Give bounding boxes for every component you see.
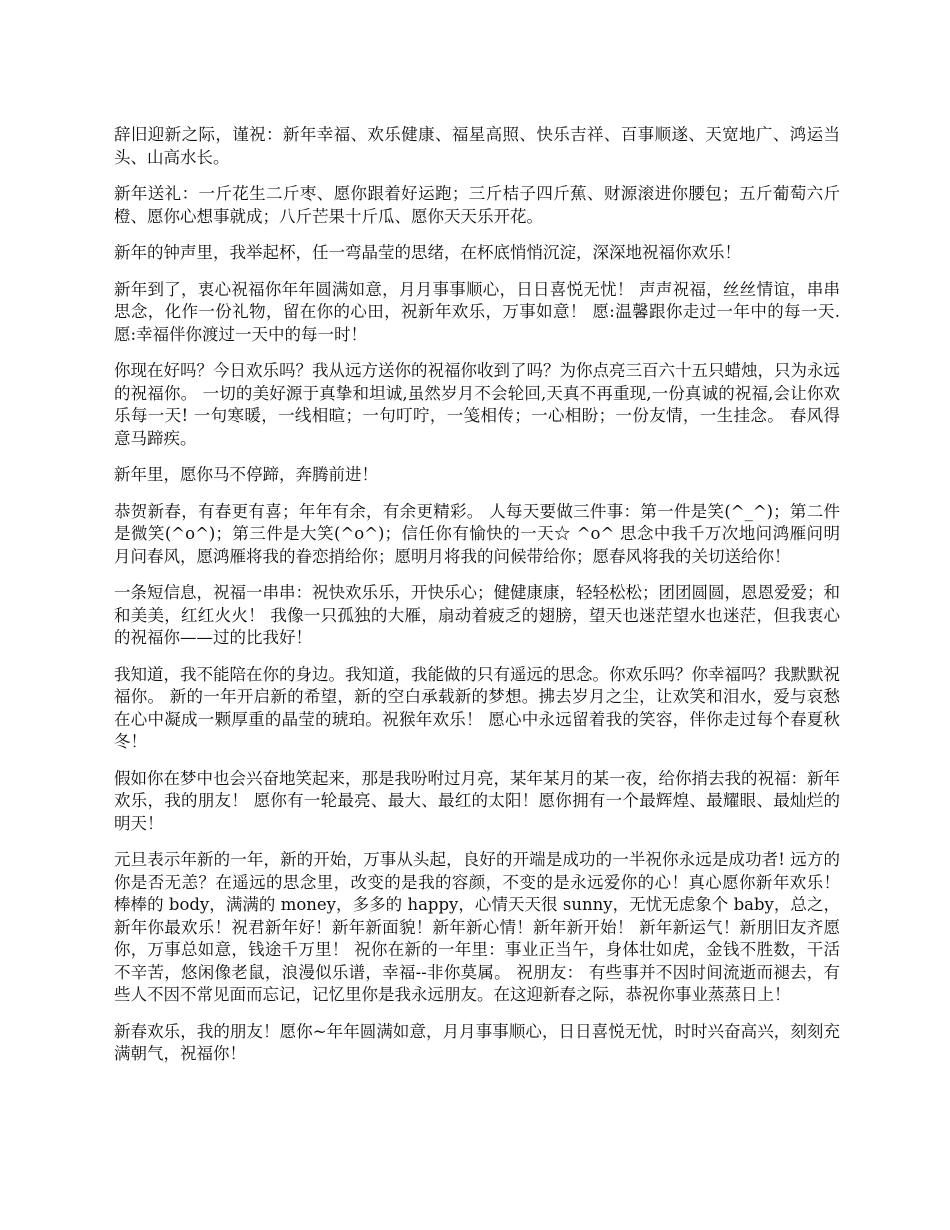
paragraph-12: 新春欢乐，我的朋友！愿你~年年圆满如意，月月事事顺心，日日喜悦无忧，时时兴奋高兴，刻刻充满朝气，祝福你！ xyxy=(114,1021,840,1063)
paragraph-9: 我知道，我不能陪在你的身边。我知道，我能做的只有遥远的思念。你欢乐吗？你幸福吗？我默默祝福你。 新的一年开启新的希望，新的空白承载新的梦想。拂去岁月之尘，让欢笑和泪水，爱与哀愁在心中凝成一颗厚重的晶莹的琥珀。祝猴年欢乐！ 愿心中永远留着我的笑容，伴你走过每个春夏秋冬！ xyxy=(114,664,840,751)
paragraph-8: 一条短信息，祝福一串串：祝快欢乐乐，开快乐心；健健康康，轻轻松松；团团圆圆，恩恩爱爱；和和美美，红红火火！ 我像一只孤独的大雁，扇动着疲乏的翅膀，望天也迷茫望水也迷茫，但我衷心的祝福你——过的比我好！ xyxy=(114,583,840,647)
paragraph-6: 新年里，愿你马不停蹄，奔腾前进！ xyxy=(114,465,378,484)
paragraph-10: 假如你在梦中也会兴奋地笑起来，那是我吩咐过月亮，某年某月的某一夜，给你捎去我的祝福：新年欢乐，我的朋友！ 愿你有一轮最亮、最大、最红的太阳！愿你拥有一个最辉煌、最耀眼、最灿烂的明天！ xyxy=(114,768,840,833)
document-body xyxy=(114,124,840,1080)
paragraph-4: 新年到了，衷心祝福你年年圆满如意，月月事事顺心，日日喜悦无忧！ 声声祝福，丝丝情谊，串串思念，化作一份礼物，留在你的心田，祝新年欢乐，万事如意！ 愿:温馨跟你走过一年中的每一天.愿:幸福伴你渡过一天中的每一时！ xyxy=(114,279,840,344)
paragraph-7: 恭贺新春，有春更有喜；年年有余，有余更精彩。 人每天要做三件事：第一件是笑(^_^)；第二件是微笑(^o^)；第三件是大笑(^o^)；信任你有愉快的一天☆ ^o^ 思念中我千万次地问鸿雁问明月问春风，愿鸿雁将我的眷恋捎给你；愿明月将我的问候带给你；愿春风将我的关切送给你！ xyxy=(114,501,840,566)
paragraph-1: 辞旧迎新之际，谨祝：新年幸福、欢乐健康、福星高照、快乐吉祥、百事顺遂、天宽地广、鸿运当头、山高水长。 xyxy=(114,125,840,167)
paragraph-5: 你现在好吗？今日欢乐吗？我从远方送你的祝福你收到了吗？为你点亮三百六十五只蜡烛，只为永远的祝福你。 一切的美好源于真挚和坦诚,虽然岁月不会轮回,天真不再重现,一份真诚的祝福,会让你欢乐每一天! 一句寒暖，一线相暄；一句叮咛，一笺相传；一心相盼；一份友情，一生挂念。 春风得意马蹄疾。 xyxy=(114,361,840,448)
paragraph-2: 新年送礼：一斤花生二斤枣、愿你跟着好运跑；三斤桔子四斤蕉、财源滚进你腰包；五斤葡萄六斤橙、愿你心想事就成；八斤芒果十斤瓜、愿你天天乐开花。 xyxy=(114,184,840,226)
paragraph-11: 元旦表示年新的一年，新的开始，万事从头起，良好的开端是成功的一半祝你永远是成功者! 远方的你是否无恙？在遥远的思念里，改变的是我的容颜，不变的是永远爱你的心！真心愿你新年欢乐！ 棒棒的 body，满满的 money，多多的 happy，心情天天很 sunny，无忧无虑象个 baby，总之，新年你最欢乐！祝君新年好！新年新面貌！新年新心情！新年新开始！ 新年新运气！新朋旧友齐愿你，万事总如意，钱途千万里！ 祝你在新的一年里：事业正当午，身体壮如虎，金钱不胜数，干活不辛苦，悠闲像老鼠，浪漫似乐谱，幸福--非你莫属。 祝朋友： 有些事并不因时间流逝而褪去，有些人不因不常见面而忘记，记忆里你是我永远朋友。在这迎新春之际，恭祝你事业蒸蒸日上！ xyxy=(114,850,840,1004)
paragraph-3: 新年的钟声里，我举起杯，任一弯晶莹的思绪，在杯底悄悄沉淀，深深地祝福你欢乐！ xyxy=(114,243,741,262)
